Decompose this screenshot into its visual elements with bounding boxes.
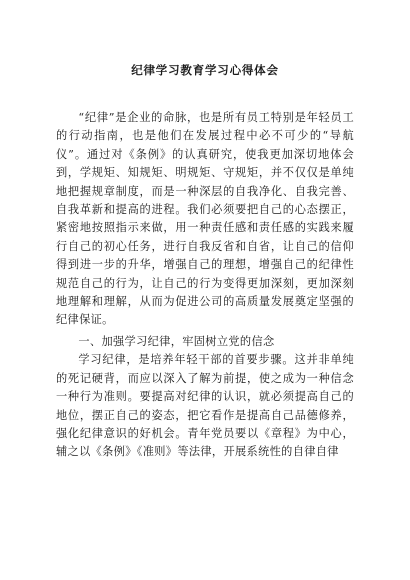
document-title: 纪律学习教育学习心得体会 bbox=[131, 63, 279, 77]
section-heading: 一、加强学习纪律，牢固树立党的信念 bbox=[78, 334, 275, 348]
section-paragraph: 学习纪律，是培养年轻干部的首要步骤。这并非单纯的死记硬背，而应以深入了解为前提，使之成为一种信念一种行为准则。要提高对纪律的认识，就必须提高自己的地位，摆正自己的姿态，把它看作是提高自己品德修养，强化纪律意识的好机会。青年党员要以《章程》为中心，辅之以《条例》《准则》等法律，开展系统性的自律自律 bbox=[56, 353, 354, 459]
intro-paragraph: “纪律”是企业的命脉，也是所有员工特别是年轻员工的行动指南，也是他们在发展过程中必不可少的“导航仪”。通过对《条例》的认真研究，使我更加深切地体会到，学规矩、知规矩、明规矩、守规矩，并不仅仅是单纯地把握规章制度，而是一种深层的自我净化、自我完善、自我革新和提高的进程。我们必须要把自己的心态摆正，紧密地按照指示来做，用一种责任感和责任感的实践来履行自己的初心任务，进行自我反省和自省，让自己的信仰得到进一步的升华，增强自己的理想，增强自己的纪律性规范自己的行为，让自己的行为变得更加深刻，更加深刻地理解和理解，从而为促进公司的高质量发展奠定坚强的纪律保证。 bbox=[56, 111, 354, 327]
